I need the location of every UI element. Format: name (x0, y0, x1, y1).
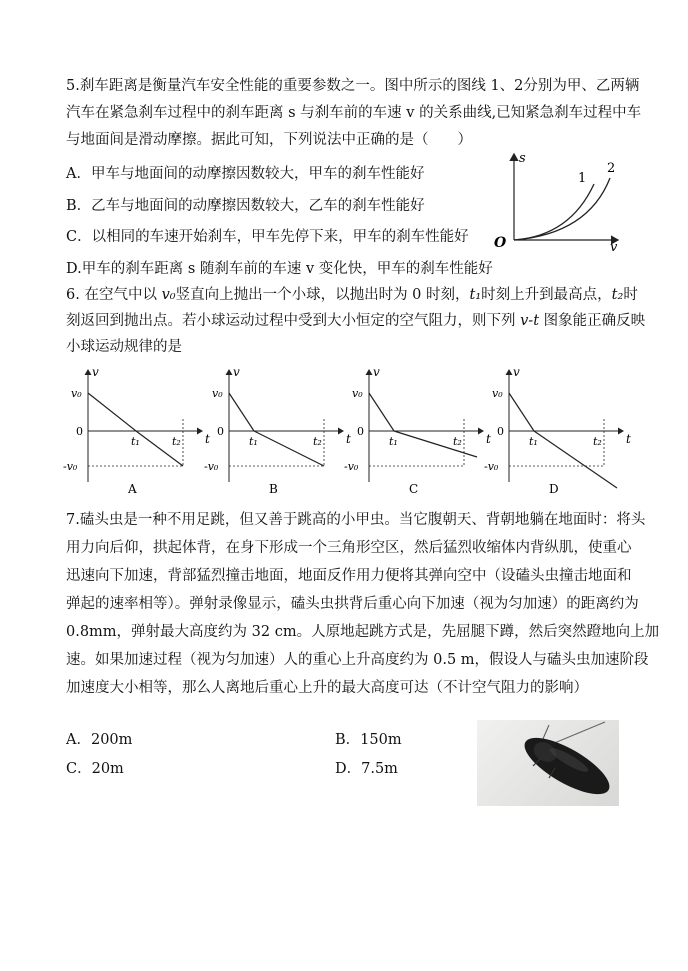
graph-d-zero-label: 0 (497, 425, 504, 438)
q6-vt-graphs (0, 360, 688, 505)
graph-b-rise-segment (229, 393, 254, 431)
graph-a-v-label: v (92, 365, 99, 379)
graph-c-v0-label: v₀ (352, 387, 363, 400)
graph-d-v-label: v (513, 365, 520, 379)
graph-d-t1-label: t₁ (529, 435, 538, 448)
q6-text: 刻返回到抛出点。若小球运动过程中受到大小恒定的空气阻力，则下列 (66, 313, 521, 329)
q7-stem-line-4: 弹起的速率相等）。弹射录像显示，磕头虫拱背后重心向下加速（视为匀加速）的距离约为 (66, 596, 639, 612)
q5-stem-line-3: 与地面间是滑动摩擦。据此可知，下列说法中正确的是（ ） (66, 132, 472, 148)
q5-curve-1-label: 1 (578, 171, 587, 186)
q5-option-a: A．甲车与地面间的动摩擦因数较大，甲车的刹车性能好 (66, 166, 425, 182)
q6-stem-line-2 (66, 311, 645, 331)
graph-b-neg-v0-label: -v₀ (204, 460, 219, 473)
q5-stem-line-2: 汽车在紧急刹车过程中的刹车距离 s 与刹车前的车速 v 的关系曲线,已知紧急刹车过程中车 (66, 105, 642, 121)
graph-c-rise-segment (369, 393, 394, 431)
graph-c-t1-label: t₁ (389, 435, 398, 448)
graph-a-t1-label: t₁ (131, 435, 140, 448)
q7-option-b: B．150m (335, 732, 402, 748)
q7-stem-line-5: 0.8mm，弹射最大高度约为 32 cm。人原地起跳方式是，先屈腿下蹲，然后突然蹬地向上加 (66, 624, 660, 640)
graph-b-letter: B (269, 482, 278, 496)
q6-t2: t₂ (611, 287, 624, 303)
q7-stem-line-2: 用力向后仰，拱起体背，在身下形成一个三角形空区，然后猛烈收缩体内背纵肌，使重心 (66, 540, 632, 556)
q7-option-c: C．20m (66, 761, 124, 777)
graph-c-t2-label: t₂ (453, 435, 462, 448)
graph-c-letter: C (409, 482, 419, 496)
graph-c-v-label: v (373, 365, 380, 379)
q6-text: 竖直向上抛出一个小球，以抛出时为 0 时刻， (175, 287, 470, 303)
q5-option-b: B．乙车与地面间的动摩擦因数较大，乙车的刹车性能好 (66, 198, 425, 214)
graph-b-t1-label: t₁ (249, 435, 258, 448)
q5-s-label: s (519, 151, 526, 166)
q7-stem-line-6: 速。如果加速过程（视为匀加速）人的重心上升高度约为 0.5 m，假设人与磕头虫加速阶段 (66, 652, 649, 668)
q5-option-d: D.甲车的刹车距离 s 随刹车前的车速 v 变化快，甲车的刹车性能好 (66, 261, 493, 277)
graph-a-t2-label: t₂ (172, 435, 181, 448)
q7-option-d: D．7.5m (335, 761, 398, 777)
graph-a-letter: A (128, 482, 137, 496)
graph-d-t2-label: t₂ (593, 435, 602, 448)
graph-a-neg-v0-label: -v₀ (63, 460, 78, 473)
graph-c-fall-segment (394, 431, 477, 457)
graph-b-zero-label: 0 (217, 425, 224, 438)
click-beetle-photo (477, 720, 619, 806)
graph-a-t-label: t (205, 432, 210, 446)
q6-vt: v-t (520, 313, 540, 329)
q7-stem-line-1: 7.磕头虫是一种不用足跳，但又善于跳高的小甲虫。当它腹朝天、背朝地躺在地面时：将头 (66, 512, 646, 528)
graph-d-rise-segment (509, 393, 534, 431)
graph-d-neg-v0-label: -v₀ (484, 460, 499, 473)
q5-v-label: v (610, 240, 618, 255)
graph-d-v0-label: v₀ (492, 387, 503, 400)
q6-text: 图象能正确反映 (539, 313, 646, 329)
q6-text: 时刻上升到最高点， (481, 287, 612, 303)
q5-option-c: C．以相同的车速开始刹车，甲车先停下来，甲车的刹车性能好 (66, 229, 469, 245)
q5-curve-2 (514, 178, 610, 240)
graph-b-t-label: t (346, 432, 351, 446)
q5-s-v-graph (490, 148, 630, 256)
q6-stem-line-1 (66, 285, 638, 305)
q6-stem-line-3: 小球运动规律的是 (66, 339, 182, 355)
q6-v0: v₀ (161, 287, 176, 303)
q5-curve-2-label: 2 (607, 161, 616, 176)
q5-origin-label: O (494, 235, 507, 251)
q7-stem-line-7: 加速度大小相等，那么人离地后重心上升的最大高度可达（不计空气阻力的影响） (66, 680, 588, 696)
graph-c-t-label: t (486, 432, 491, 446)
q6-text: 时 (623, 287, 638, 303)
graph-c-zero-label: 0 (357, 425, 364, 438)
q6-text: 6. 在空气中以 (66, 287, 162, 303)
graph-c-neg-v0-label: -v₀ (344, 460, 359, 473)
graph-b-v0-label: v₀ (212, 387, 223, 400)
graph-a-zero-label: 0 (76, 425, 83, 438)
graph-d-letter: D (549, 482, 559, 496)
graph-a-v0-label: v₀ (71, 387, 82, 400)
graph-b-t2-label: t₂ (313, 435, 322, 448)
graph-a-rise-segment (88, 393, 136, 431)
q7-option-a: A．200m (66, 732, 133, 748)
q6-t1: t₁ (469, 287, 482, 303)
q5-stem-line-1: 5.刹车距离是衡量汽车安全性能的重要参数之一。图中所示的图线 1、2分别为甲、乙两辆 (66, 78, 640, 94)
q7-stem-line-3: 迅速向下加速，背部猛烈撞击地面，地面反作用力便将其弹向空中（设磕头虫撞击地面和 (66, 568, 632, 584)
graph-d-fall-segment (534, 431, 617, 488)
graph-d-t-label: t (626, 432, 631, 446)
graph-b-v-label: v (233, 365, 240, 379)
